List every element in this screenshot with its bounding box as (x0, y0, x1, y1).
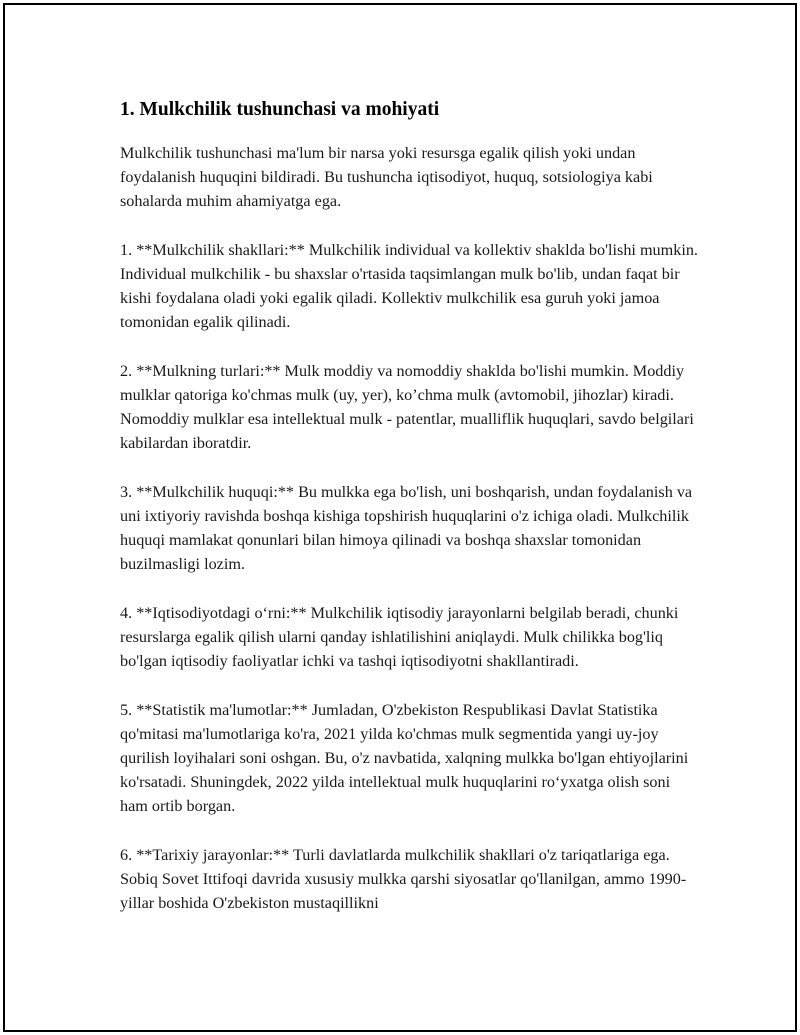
page-frame (3, 3, 797, 1032)
paragraph-property-types: 2. **Mulkning turlari:** Mulk moddiy va nomoddiy shaklda bo'lishi mumkin. Moddiy mulklar qatoriga ko'chmas mulk (uy, yer), ko’chma mulk (avtomobil, jihozlar) kiradi. Nomoddiy mulklar esa intellektual mulk - patentlar, mualliflik huquqlari, savdo belgilari kabilardan iboratdir. (120, 361, 694, 453)
document-title: 1. Mulkchilik tushunchasi va mohiyati (120, 99, 440, 120)
paragraph-ownership-rights: 3. **Mulkchilik huquqi:** Bu mulkka ega bo'lish, uni boshqarish, undan foydalanish va uni ixtiyoriy ravishda boshqa kishiga topshirish huquqlarini o'z ichiga oladi. Mulkchilik huquqi mamlakat qonunlari bilan himoya qilinadi va boshqa shaxslar tomonidan buzilmasligi lozim. (120, 482, 693, 574)
paragraph-ownership-forms: 1. **Mulkchilik shakllari:** Mulkchilik individual va kollektiv shaklda bo'lishi mumkin. Individual mulkchilik - bu shaxslar o'rtasida taqsimlangan mulk bo'lib, undan faqat bir kishi foydalana oladi yoki egalik qiladi. Kollektiv mulkchilik esa guruh yoki jamoa tomonidan egalik qilinadi. (120, 240, 698, 332)
paragraph-economic-role: 4. **Iqtisodiyotdagi o‘rni:** Mulkchilik iqtisodiy jarayonlarni belgilab beradi, chunki resurslarga egalik qilish ularni qanday ishlatilishini aniqlaydi. Mulk chilikka bog'liq bo'lgan iqtisodiy faoliyatlar ichki va tashqi iqtisodiyotni shakllantiradi. (120, 603, 679, 671)
paragraph-intro: Mulkchilik tushunchasi ma'lum bir narsa yoki resursga egalik qilish yoki undan foydalanish huquqini bildiradi. Bu tushuncha iqtisodiyot, huquq, sotsiologiya kabi sohalarda muhim ahamiyatga ega. (120, 144, 653, 211)
paragraph-history: 6. **Tarixiy jarayonlar:** Turli davlatlarda mulkchilik shakllari o'z tariqatlariga ega. Sobiq Sovet Ittifoqi davrida xususiy mulkka qarshi siyosatlar qo'llanilgan, ammo 1990-yillar boshida O'zbekiston mustaqillikni (120, 845, 687, 913)
document-body (120, 97, 700, 940)
paragraph-statistics: 5. **Statistik ma'lumotlar:** Jumladan, O'zbekiston Respublikasi Davlat Statistika qo'mitasi ma'lumotlariga ko'ra, 2021 yilda ko'chmas mulk segmentida yangi uy-joy qurilish loyihalari soni oshgan. Bu, o'z navbatida, xalqning mulkka bo'lgan ehtiyojlarini ko'rsatadi. Shuningdek, 2022 yilda intellektual mulk huquqlarini ro‘yxatga olish soni ham ortib borgan. (120, 700, 689, 816)
